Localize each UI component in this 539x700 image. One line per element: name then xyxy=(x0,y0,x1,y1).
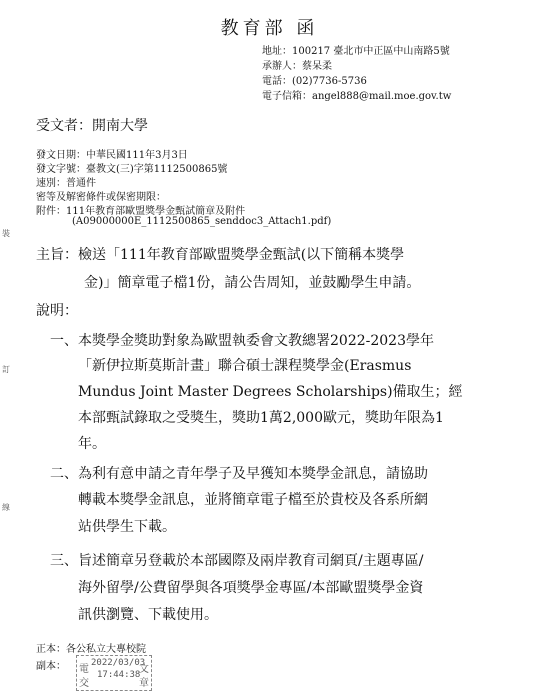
item-1-line-5: 年。 xyxy=(78,436,106,452)
document-number: 發文字號：臺教文(三)字第1112500865號 xyxy=(36,164,228,175)
item-1-line-3: Mundus Joint Master Degrees Scholarships)備取生；經 xyxy=(78,384,463,400)
item-1-line-1: 一、本獎學金獎助對象為歐盟執委會文教總署2022-2023學年 xyxy=(50,333,434,349)
binding-mark: 裝 xyxy=(2,229,10,238)
item-2-line-3: 站供學生下載。 xyxy=(78,519,176,535)
issue-date: 發文日期：中華民國111年3月3日 xyxy=(36,150,188,161)
explanation-label: 說明： xyxy=(36,303,78,319)
stamp-char: 章 xyxy=(139,678,149,689)
delivery-speed: 速別：普通件 xyxy=(36,178,96,189)
recipient: 受文者：開南大學 xyxy=(36,118,148,134)
item-3-line-3: 訊供瀏覽、下載使用。 xyxy=(78,607,218,623)
subject-line-1: 主旨：檢送「111年教育部歐盟獎學金甄試(以下簡稱本獎學 xyxy=(36,247,405,263)
main-recipient: 正本：各公私立大專校院 xyxy=(36,644,146,655)
item-3-line-2: 海外留學/公費留學與各項獎學金專區/本部歐盟獎學金資 xyxy=(78,580,424,596)
electronic-seal-stamp xyxy=(76,655,152,691)
item-1-line-2: 「新伊拉斯莫斯計畫」聯合碩士課程獎學金(Erasmus xyxy=(78,358,412,374)
secrecy-level: 密等及解密條件或保密期限： xyxy=(36,192,166,203)
stamp-char: 交 xyxy=(79,678,89,689)
item-1-line-4: 本部甄試錄取之受獎生，獎助1萬2,000歐元，獎助年限為1 xyxy=(78,410,444,426)
stamp-date: 2022/03/03 xyxy=(91,658,146,668)
attachment-title: 附件：111年教育部歐盟獎學金甄試簡章及附件 xyxy=(36,206,246,217)
item-2-line-2: 轉載本獎學金訊息，並將簡章電子檔至於貴校及各系所網 xyxy=(78,492,428,508)
attachment-file: (A09000000E_1112500865_senddoc3_Attach1.pdf) xyxy=(72,216,332,227)
sender-address: 地址：100217 臺北市中正區中山南路5號 xyxy=(262,46,450,57)
item-2-line-1: 二、為利有意申請之青年學子及早獲知本獎學金訊息，請協助 xyxy=(50,466,428,482)
subject-line-2: 金)」簡章電子檔1份，請公告周知，並鼓勵學生申請。 xyxy=(84,275,421,291)
contact-email: 電子信箱：angel888@mail.moe.gov.tw xyxy=(262,91,452,102)
copy-recipient-label: 副本： xyxy=(36,661,66,672)
document-title: 教育部 函 xyxy=(220,18,319,39)
binding-mark: 線 xyxy=(2,503,10,512)
contact-phone: 電話：(02)7736-5736 xyxy=(262,76,367,87)
item-3-line-1: 三、旨述簡章另登載於本部國際及兩岸教育司網頁/主題專區/ xyxy=(50,553,424,569)
stamp-char: 文 xyxy=(139,664,149,675)
stamp-char: 電 xyxy=(79,664,89,675)
binding-mark: 訂 xyxy=(2,365,10,374)
handler-name: 承辦人：蔡呆柔 xyxy=(262,61,332,72)
stamp-time: 17:44:38 xyxy=(97,670,141,680)
